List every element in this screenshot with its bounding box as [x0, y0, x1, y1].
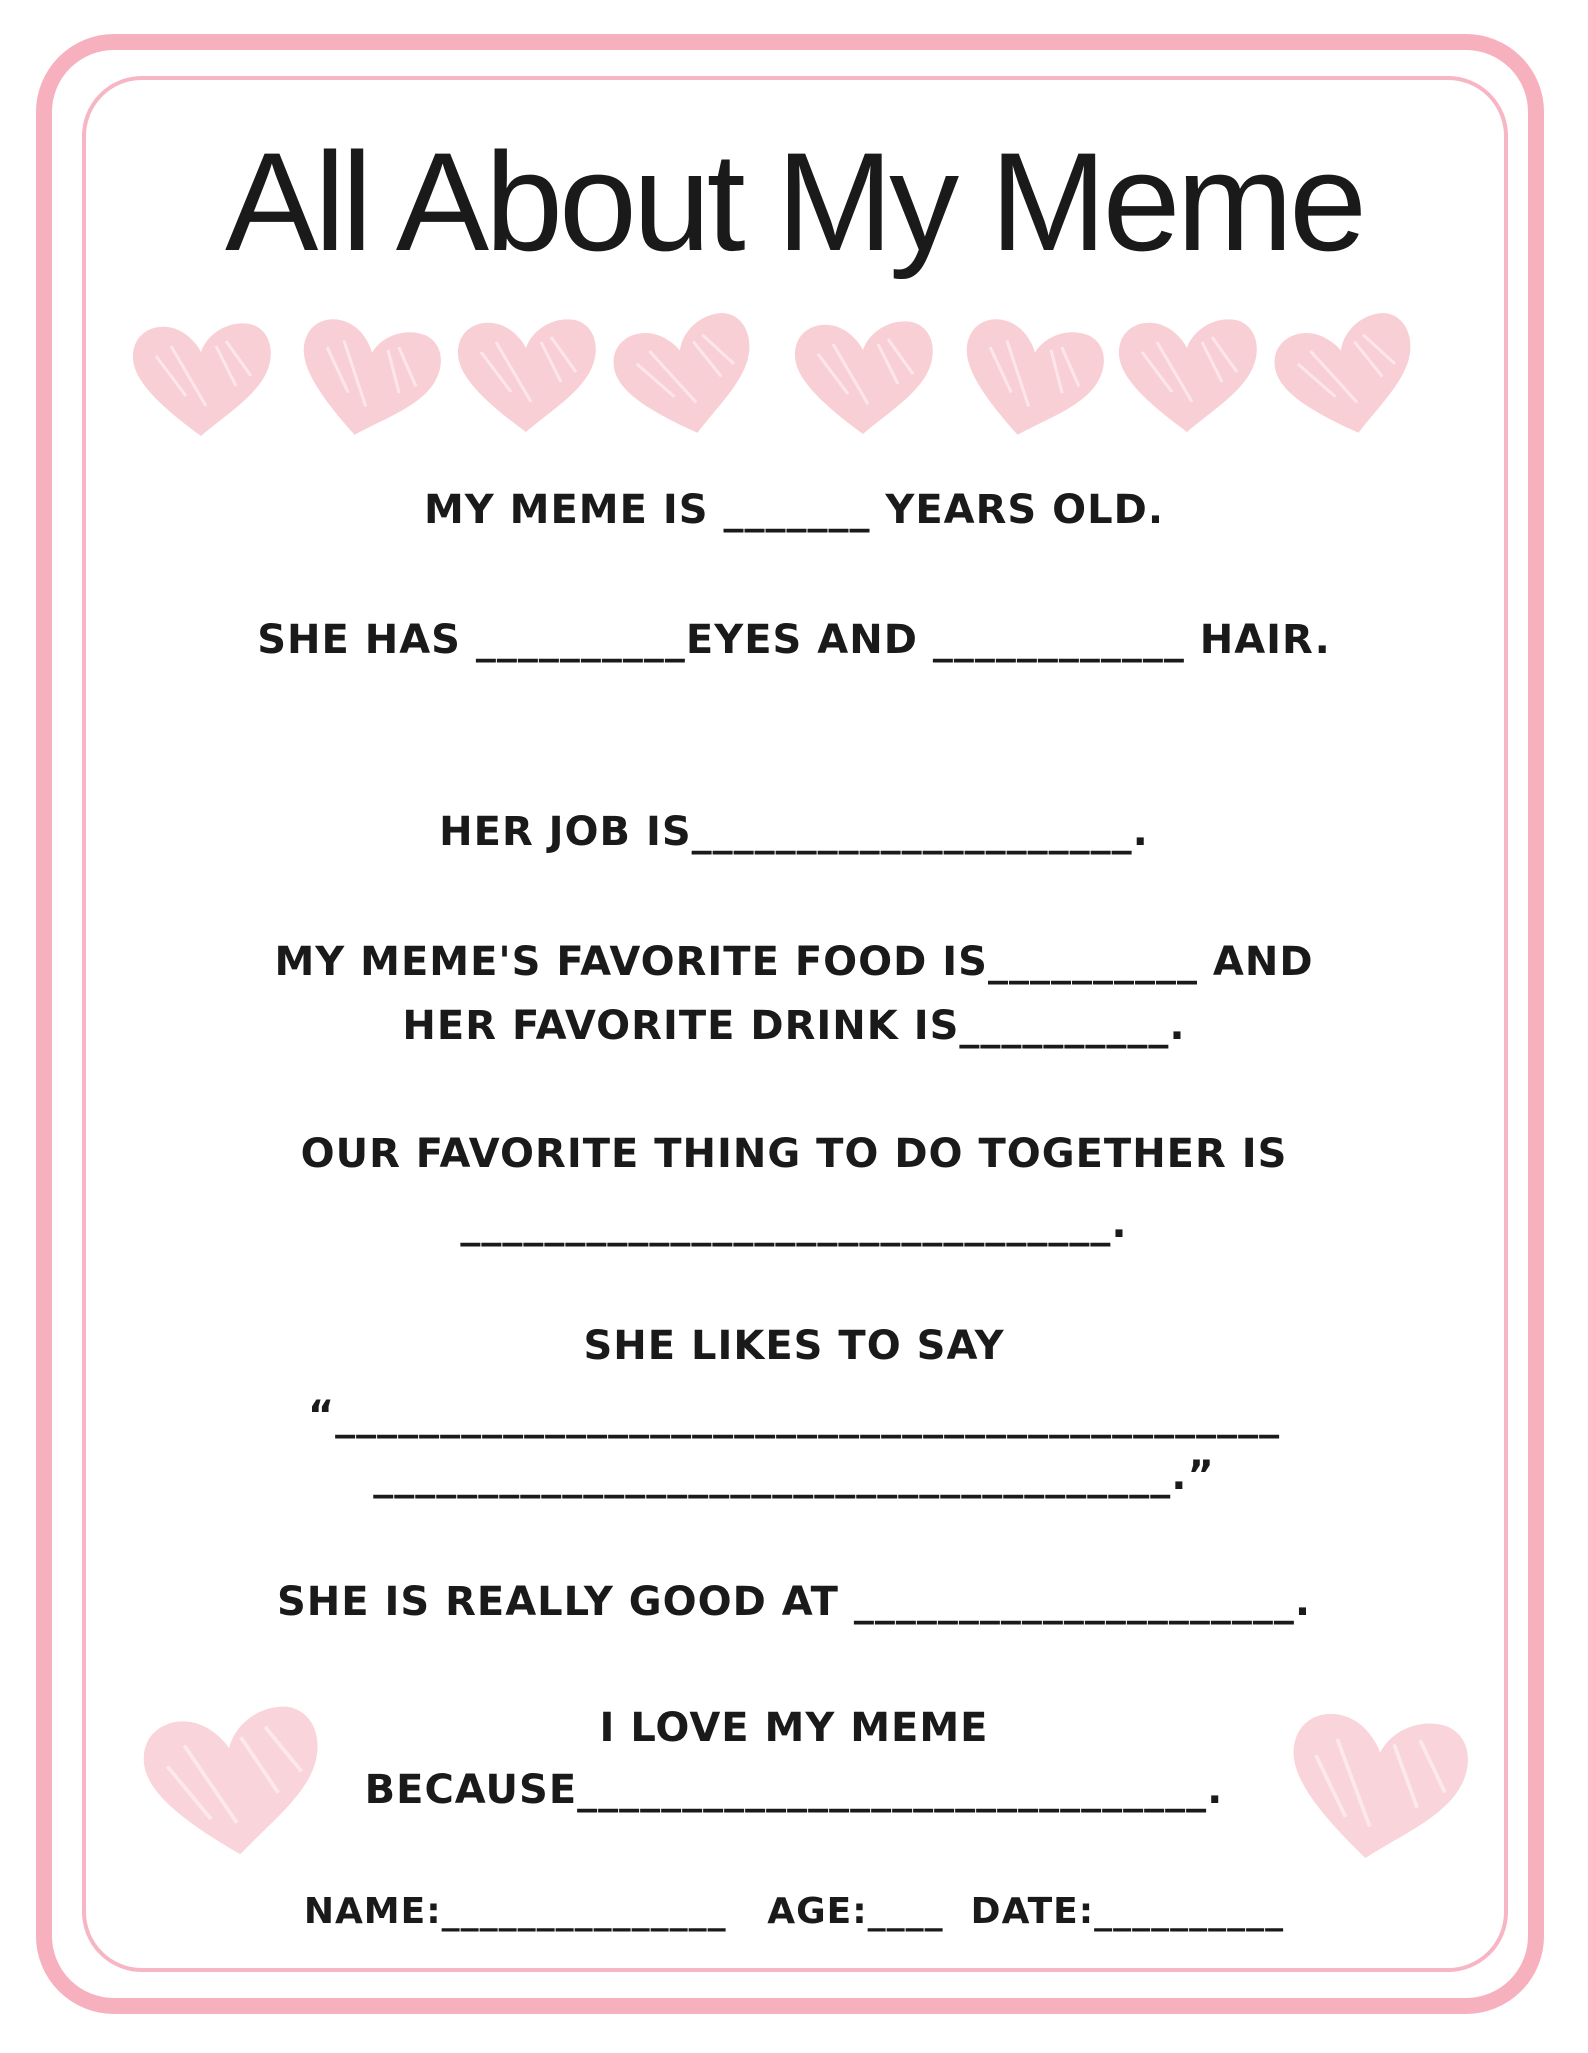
heart-icon: [599, 300, 773, 458]
heart-icon: [1112, 312, 1262, 442]
heart-row: [126, 308, 1426, 438]
age-prompt: MY MEME IS _______ YEARS OLD.: [423, 487, 1165, 533]
footer-fields: NAME:_______________ AGE:____ DATE:__________: [303, 1891, 1285, 1932]
heart-icon: [942, 302, 1116, 460]
together-prompt: OUR FAVORITE THING TO DO TOGETHER IS: [300, 1131, 1288, 1177]
drink-prompt: HER FAVORITE DRINK IS__________.: [402, 1003, 1186, 1049]
heart-icon: [1269, 1692, 1481, 1887]
good-at-prompt: SHE IS REALLY GOOD AT _____________________.: [276, 1579, 1312, 1625]
eyes-hair-prompt: SHE HAS __________EYES AND ____________ HAIR.: [257, 617, 1331, 663]
heart-icon: [130, 1691, 337, 1880]
job-prompt: HER JOB IS_____________________.: [439, 809, 1149, 855]
food-prompt: MY MEME'S FAVORITE FOOD IS__________ AND: [274, 939, 1314, 985]
love-prompt: I LOVE MY MEME: [599, 1705, 989, 1751]
say-prompt: SHE LIKES TO SAY: [583, 1323, 1005, 1369]
heart-icon: [279, 302, 453, 460]
heart-icon: [126, 316, 276, 446]
say-blank-1: “_____________________________________________: [307, 1393, 1281, 1439]
say-blank-2: ______________________________________.”: [373, 1453, 1215, 1499]
page-title: All About My Meme: [225, 123, 1363, 280]
heart-icon: [451, 312, 601, 442]
heart-icon: [1260, 300, 1434, 458]
because-prompt: BECAUSE______________________________.: [364, 1767, 1224, 1813]
heart-icon: [788, 314, 938, 444]
together-blank: _______________________________.: [460, 1201, 1128, 1247]
